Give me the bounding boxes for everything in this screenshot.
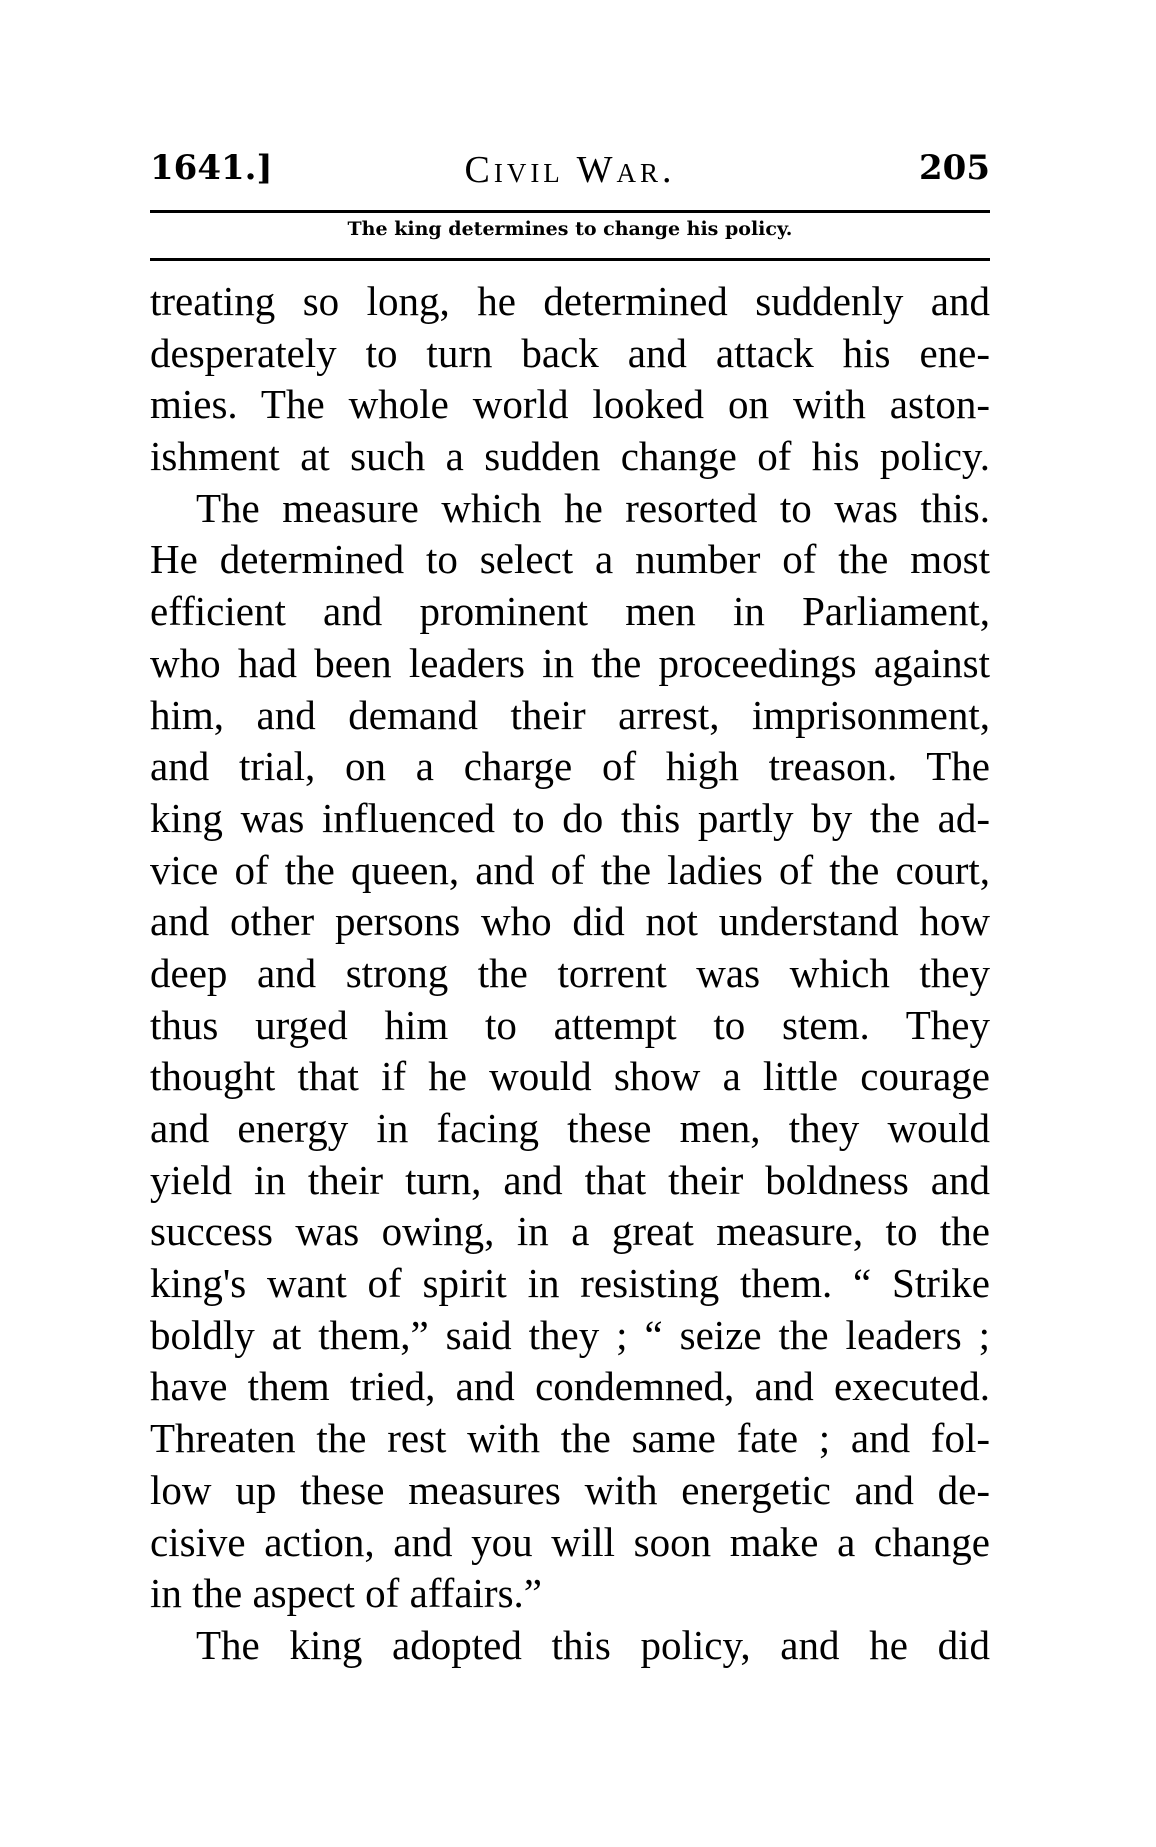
- running-header: [150, 148, 990, 192]
- text-line: desperately to turn back and attack his ene-: [150, 329, 990, 376]
- text-line: vice of the queen, and of the ladies of the court,: [150, 846, 990, 893]
- subheading: The king determines to change his policy.: [347, 218, 793, 240]
- text-line: king was influenced to do this partly by the ad-: [150, 794, 990, 841]
- header-year: 1641.]: [150, 148, 273, 188]
- text-line: in the aspect of affairs.”: [150, 1570, 542, 1617]
- text-line: mies. The whole world looked on with aston-: [150, 381, 990, 428]
- text-line: deep and strong the torrent was which they: [150, 949, 990, 996]
- header-rule-bottom: [150, 258, 990, 261]
- text-line: boldly at them,” said they ; “ seize the leaders ;: [150, 1311, 990, 1358]
- page-number: 205: [919, 148, 990, 188]
- text-line: have them tried, and condemned, and executed.: [150, 1363, 990, 1410]
- text-line: success was owing, in a great measure, to the: [150, 1208, 990, 1255]
- header-rule-top: [150, 210, 990, 213]
- text-line: treating so long, he determined suddenly and: [150, 278, 990, 324]
- text-line: thought that if he would show a little courage: [150, 1053, 990, 1100]
- text-line: and trial, on a charge of high treason. The: [150, 743, 990, 790]
- body-text: [150, 276, 990, 1672]
- text-line: yield in their turn, and that their boldness and: [150, 1156, 990, 1203]
- text-line: thus urged him to attempt to stem. They: [150, 1001, 990, 1048]
- text-line: low up these measures with energetic and de-: [150, 1466, 990, 1513]
- text-line: Threaten the rest with the same fate ; and fol-: [150, 1415, 990, 1462]
- text-line: ishment at such a sudden change of his policy.: [150, 433, 990, 480]
- text-line: and energy in facing these men, they would: [150, 1105, 990, 1151]
- text-line: The king adopted this policy, and he did: [196, 1621, 990, 1668]
- text-line: The measure which he resorted to was this.: [196, 484, 990, 531]
- text-line: and other persons who did not understand how: [150, 898, 990, 945]
- text-line: cisive action, and you will soon make a change: [150, 1518, 990, 1565]
- text-line: who had been leaders in the proceedings against: [150, 639, 990, 686]
- text-line: He determined to select a number of the most: [150, 536, 990, 583]
- text-line: king's want of spirit in resisting them. “ Strike: [150, 1260, 990, 1307]
- header-title: Civil War.: [464, 149, 676, 191]
- text-line: him, and demand their arrest, imprisonment,: [150, 691, 990, 738]
- text-line: efficient and prominent men in Parliament,: [150, 588, 990, 635]
